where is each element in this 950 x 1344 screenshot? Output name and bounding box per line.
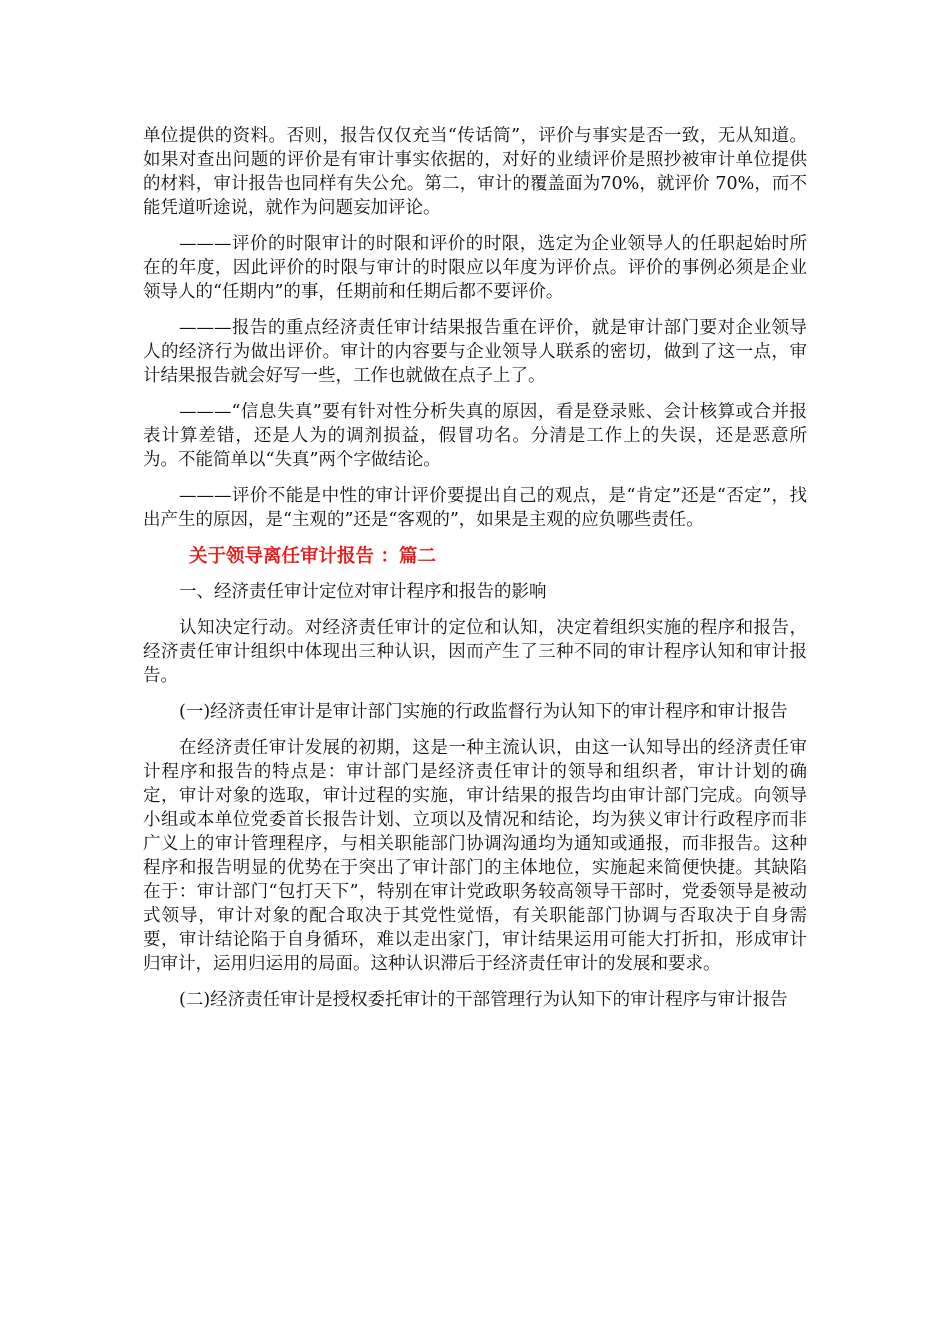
- paragraph: 单位提供的资料。否则，报告仅仅充当“传话筒”，评价与事实是否一致，无从知道。如果对查出问题的评价是有审计事实依据的，对好的业绩评价是照抄被审计单位提供的材料，审计报告也同样有失公允。第二，审计的覆盖面为70%，就评价 70%，而不能凭道听途说，就作为问题妄加评论。: [143, 126, 807, 218]
- paragraph: ———报告的重点经济责任审计结果报告重在评价，就是审计部门要对企业领导人的经济行为做出评价。审计的内容要与企业领导人联系的密切，做到了这一点，审计结果报告就会好写一些，工作也就做在点子上了。: [143, 318, 807, 386]
- paragraph: ———评价的时限审计的时限和评价的时限，选定为企业领导人的任职起始时所在的年度，因此评价的时限与审计的时限应以年度为评价点。评价的事例必须是企业领导人的“任期内”的事，任期前和任期后都不要评价。: [143, 234, 807, 302]
- paragraph: 认知决定行动。对经济责任审计的定位和认知，决定着组织实施的程序和报告，经济责任审计组织中体现出三种认识，因而产生了三种不同的审计程序认知和审计报告。: [143, 618, 807, 686]
- paragraph: ———评价不能是中性的审计评价要提出自己的观点，是“肯定”还是“否定”，找出产生的原因，是“主观的”还是“客观的”，如果是主观的应负哪些责任。: [143, 486, 807, 530]
- paragraph: ———“信息失真”要有针对性分析失真的原因，看是登录账、会计核算或合并报表计算差错，还是人为的调剂损益，假冒功名。分清是工作上的失误，还是恶意所为。不能简单以“失真”两个字做结论。: [143, 402, 807, 470]
- section-heading: 关于领导离任审计报告 ：篇二: [189, 546, 436, 567]
- section-subtitle: 一、经济责任审计定位对审计程序和报告的影响: [179, 582, 547, 602]
- subsection-heading: (一)经济责任审计是审计部门实施的行政监督行为认知下的审计程序和审计报告: [179, 702, 788, 722]
- subsection-heading: (二)经济责任审计是授权委托审计的干部管理行为认知下的审计程序与审计报告: [179, 990, 788, 1010]
- paragraph: 在经济责任审计发展的初期，这是一种主流认识，由这一认知导出的经济责任审计程序和报告的特点是：审计部门是经济责任审计的领导和组织者，审计计划的确定，审计对象的选取，审计过程的实施，审计结果的报告均由审计部门完成。向领导小组或本单位党委首长报告计划、立项以及情况和结论，均为狭义审计行政程序而非广义上的审计管理程序，与相关职能部门协调沟通均为通知或通报，而非报告。这种程序和报告明显的优势在于突出了审计部门的主体地位，实施起来简便快捷。其缺陷在于：审计部门“包打天下”，特别在审计党政职务较高领导干部时，党委领导是被动式领导，审计对象的配合取决于其党性觉悟，有关职能部门协调与否取决于自身需要，审计结论陷于自身循环，难以走出家门，审计结果运用可能大打折扣，形成审计归审计，运用归运用的局面。这种认识滞后于经济责任审计的发展和要求。: [143, 738, 807, 974]
- document-page: [143, 124, 807, 1024]
